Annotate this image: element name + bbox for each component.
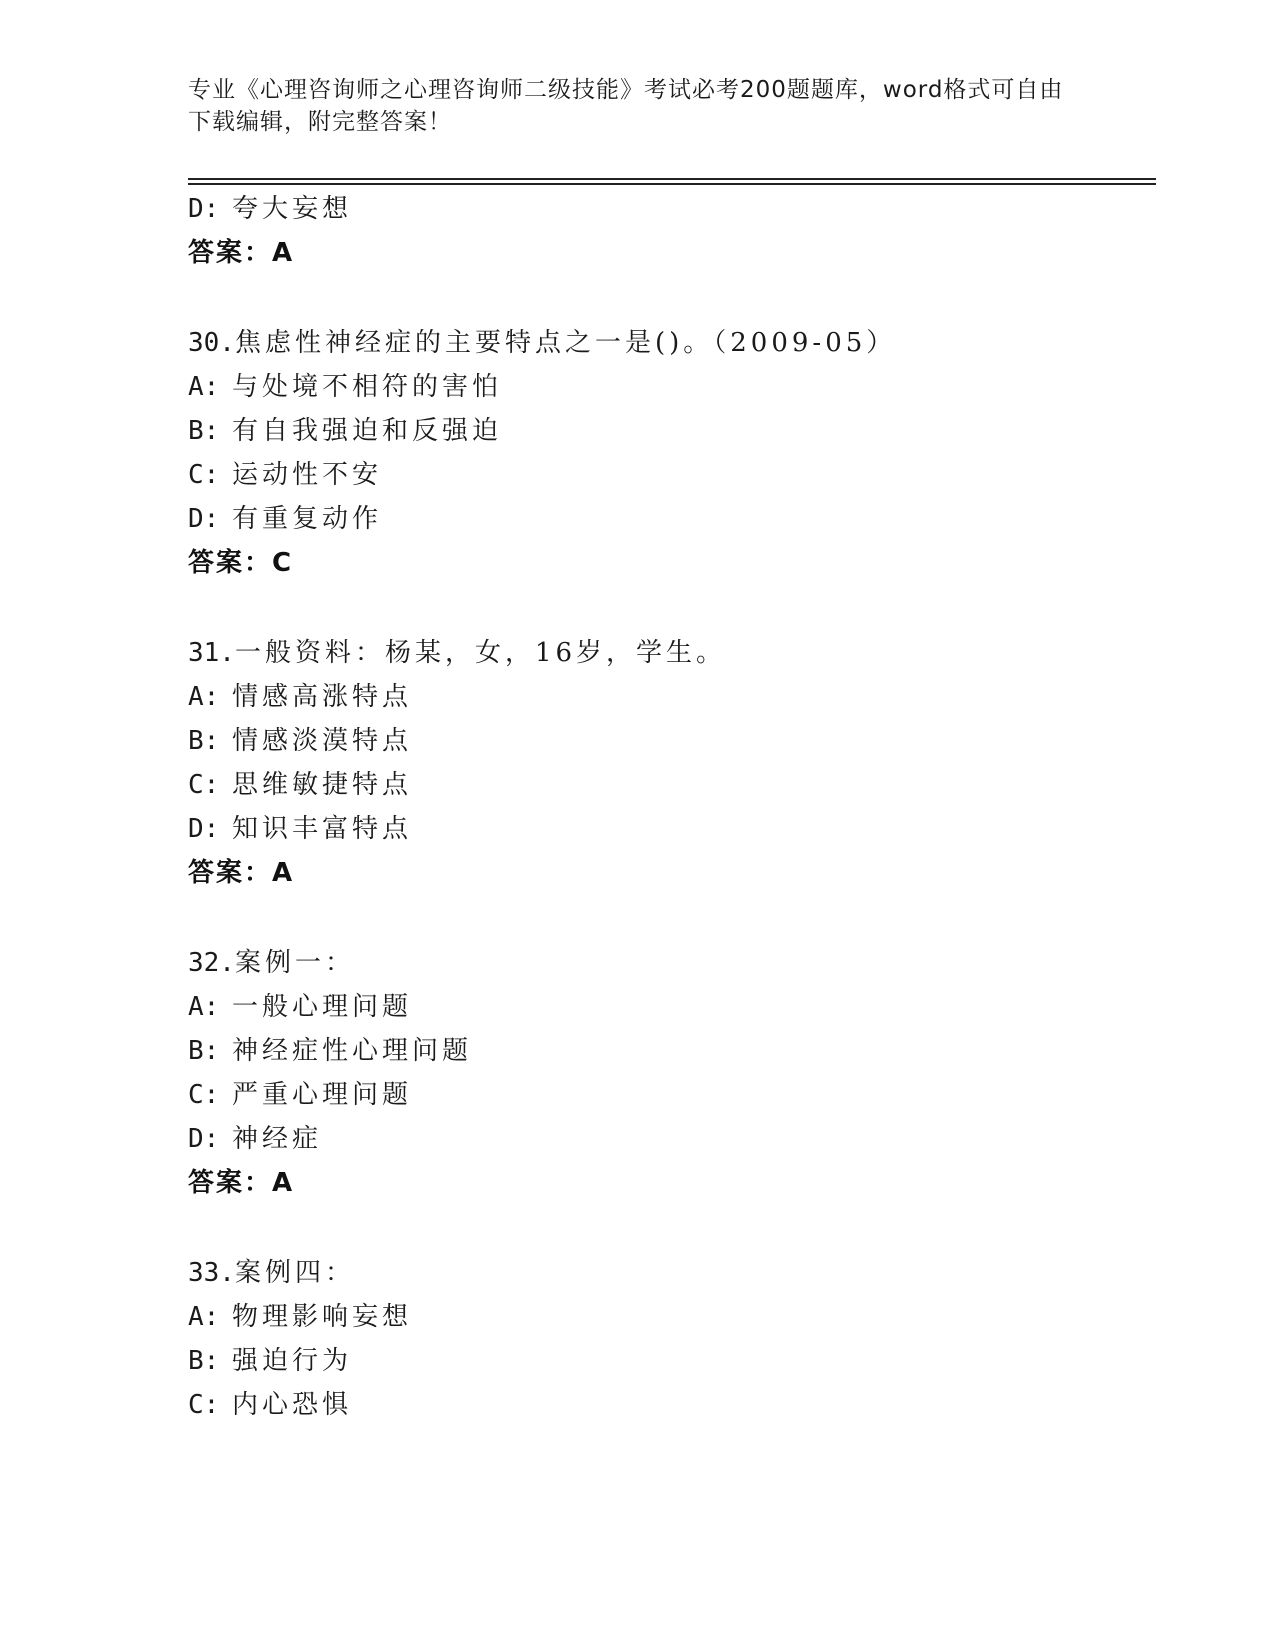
document-header: 专业《心理咨询师之心理咨询师二级技能》考试必考200题题库，word格式可自由下载编辑，附完整答案！ xyxy=(188,77,1064,135)
option-label: D: xyxy=(188,194,220,224)
option-label: C: xyxy=(188,1390,220,1420)
question-text: 一般资料：杨某，女，16岁，学生。 xyxy=(234,638,727,668)
question-stem xyxy=(188,636,726,670)
option-line xyxy=(188,1034,472,1068)
option-line xyxy=(188,768,412,802)
question-number: 32. xyxy=(188,948,235,978)
option-label: A: xyxy=(188,372,220,402)
option-text: 强迫行为 xyxy=(232,1346,353,1376)
option-text: 夸大妄想 xyxy=(232,194,353,224)
option-text: 知识丰富特点 xyxy=(232,814,413,844)
option-label: A: xyxy=(188,1302,220,1332)
question-text: 案例一： xyxy=(234,948,355,978)
option-line xyxy=(188,458,382,492)
option-text: 运动性不安 xyxy=(232,460,383,490)
question-number: 30. xyxy=(188,328,235,358)
option-line xyxy=(188,1078,412,1112)
question-text: 焦虑性神经症的主要特点之一是()。（2009-05） xyxy=(234,328,897,358)
option-label: D: xyxy=(188,814,220,844)
option-text: 有重复动作 xyxy=(232,504,383,534)
option-line xyxy=(188,1122,322,1156)
option-label: B: xyxy=(188,1036,220,1066)
answer-line: 答案：A xyxy=(188,238,295,268)
option-label: B: xyxy=(188,1346,220,1376)
answer-line: 答案：C xyxy=(188,548,294,578)
question-number: 31. xyxy=(188,638,235,668)
option-text: 物理影响妄想 xyxy=(232,1302,413,1332)
question-number: 33. xyxy=(188,1258,235,1288)
option-text: 情感高涨特点 xyxy=(232,682,413,712)
option-text: 有自我强迫和反强迫 xyxy=(232,416,503,446)
option-label: B: xyxy=(188,416,220,446)
option-label: D: xyxy=(188,1124,220,1154)
option-text: 一般心理问题 xyxy=(232,992,413,1022)
option-text: 情感淡漠特点 xyxy=(232,726,413,756)
option-label: C: xyxy=(188,770,220,800)
option-text: 神经症 xyxy=(232,1124,323,1154)
option-line xyxy=(188,990,412,1024)
option-label: A: xyxy=(188,992,220,1022)
option-line xyxy=(188,192,352,226)
question-text: 案例四： xyxy=(234,1258,355,1288)
question-stem xyxy=(188,1256,355,1290)
option-line xyxy=(188,414,502,448)
option-line xyxy=(188,370,502,404)
option-line xyxy=(188,680,412,714)
option-line xyxy=(188,1300,412,1334)
option-label: A: xyxy=(188,682,220,712)
option-text: 与处境不相符的害怕 xyxy=(232,372,503,402)
option-line xyxy=(188,1344,352,1378)
option-label: C: xyxy=(188,460,220,490)
option-text: 严重心理问题 xyxy=(232,1080,413,1110)
option-text: 内心恐惧 xyxy=(232,1390,353,1420)
option-text: 神经症性心理问题 xyxy=(232,1036,473,1066)
option-label: B: xyxy=(188,726,220,756)
question-stem xyxy=(188,326,896,360)
option-line xyxy=(188,724,412,758)
answer-line: 答案：A xyxy=(188,1168,295,1198)
header-divider-top xyxy=(188,178,1156,180)
option-label: D: xyxy=(188,504,220,534)
question-stem xyxy=(188,946,355,980)
option-line xyxy=(188,502,382,536)
option-line xyxy=(188,1388,352,1422)
option-label: C: xyxy=(188,1080,220,1110)
option-line xyxy=(188,812,412,846)
option-text: 思维敏捷特点 xyxy=(232,770,413,800)
header-divider-bottom xyxy=(188,183,1156,185)
answer-line: 答案：A xyxy=(188,858,295,888)
